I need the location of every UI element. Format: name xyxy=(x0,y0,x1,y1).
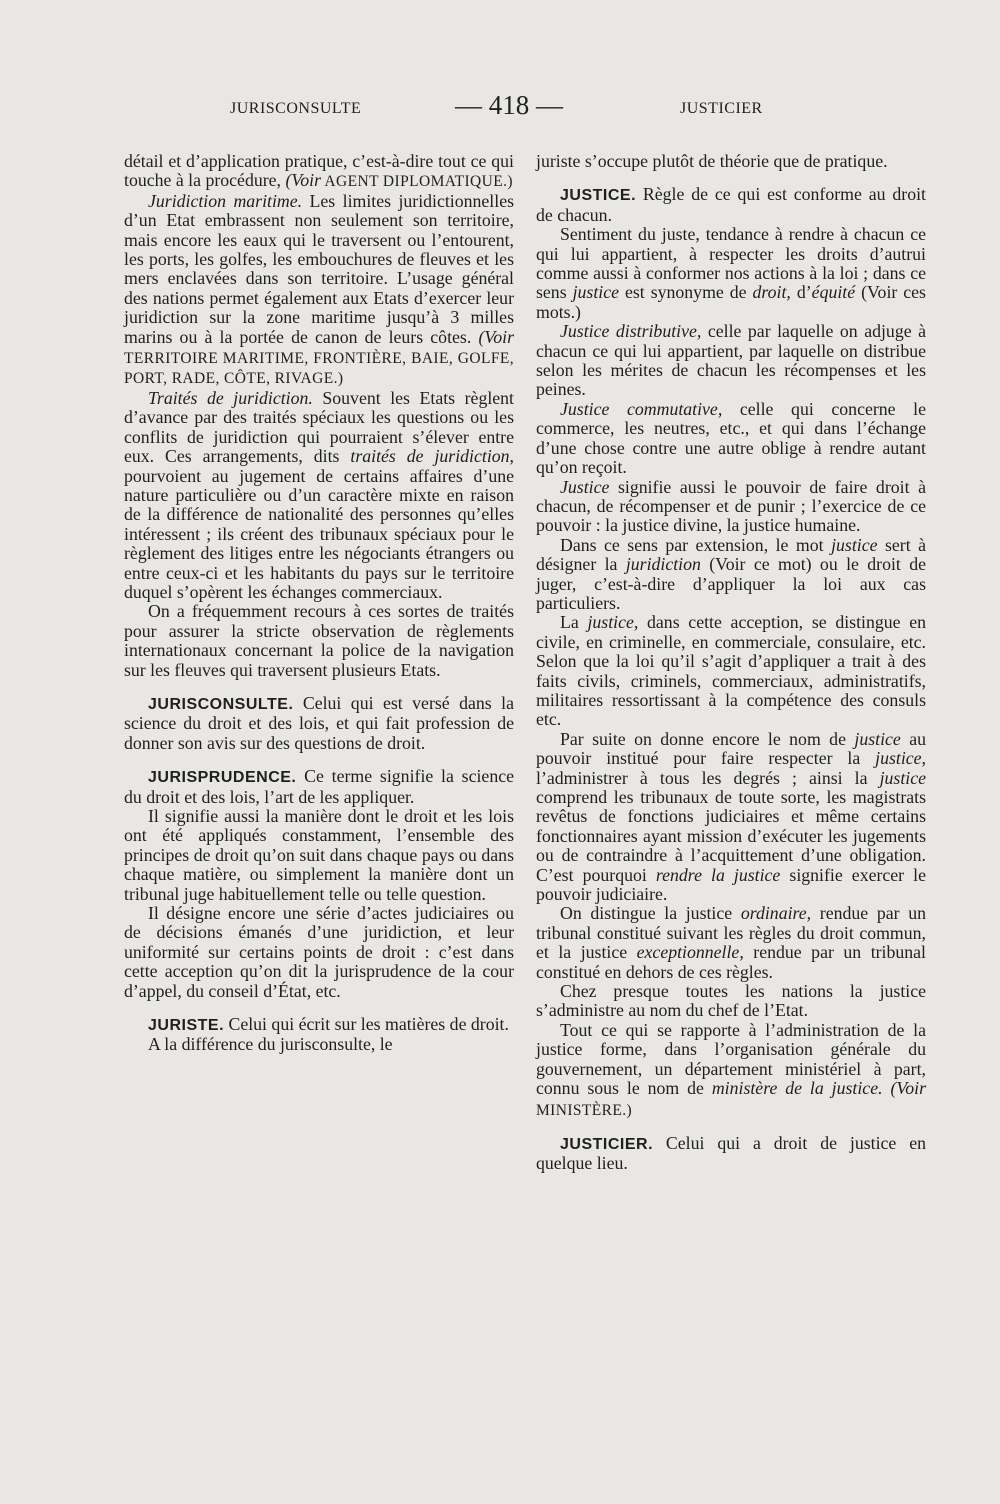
header-right-word: JUSTICIER xyxy=(680,100,763,117)
left-column xyxy=(124,152,514,1055)
text-run: Dans ce sens par extension, le mot xyxy=(560,534,832,555)
paragraph xyxy=(124,602,514,680)
italic-text: traités de juridiction, xyxy=(350,446,515,467)
italic-text: juridiction xyxy=(625,554,701,575)
text-run: comprend les tribunaux de toute sorte, les magistrats revêtus de fonctions judiciaires et même certains fonctionnaires ayant mission d’exécuter les jugements ou de contraindre à l’acquittement d’une obligation. C’est pourquoi xyxy=(536,787,926,885)
italic-text: justice xyxy=(572,282,620,303)
cross-reference: AGENT DIPLOMATIQUE.) xyxy=(321,173,513,191)
cross-reference: MINISTÈRE.) xyxy=(536,1101,633,1119)
text-run: Règle de ce qui est conforme au droit de chacun. xyxy=(536,184,926,225)
text-run: juriste s’occupe plutôt de théorie que de pratique. xyxy=(536,151,888,171)
text-run: A la différence du jurisconsulte, le xyxy=(148,1034,393,1055)
text-run: Souvent les Etats règlent d’avance par des traités spéciaux les questions ou les conflits de juridiction qui pourraient s’élever entre eux. Ces arrangements, dits xyxy=(124,387,514,467)
italic-text: justice xyxy=(831,534,878,555)
paragraph xyxy=(536,613,926,729)
paragraph xyxy=(536,1134,926,1174)
text-run: Chez presque toutes les nations la justice s’administre au nom du chef de l’Etat. xyxy=(536,981,926,1021)
cross-reference: TERRITOIRE MARITIME, FRONTIÈRE, BAIE, GOLFE, PORT, RADE, CÔTE, RIVAGE.) xyxy=(124,350,514,388)
paragraph xyxy=(124,389,514,602)
italic-text: justice xyxy=(854,728,901,749)
italic-text: équité xyxy=(811,282,856,303)
italic-text: ministère de la justice. xyxy=(711,1078,883,1099)
header-left-word: JURISCONSULTE xyxy=(230,100,362,117)
text-run: Il signifie aussi la manière dont le droit et les lois ont été appliqués constamment, l’ensemble des principes de droit qu’on suit dans chaque pays ou dans chaque matière, ou simplement la manière dont un tribunal juge habituellement telle ou telle question. xyxy=(124,806,514,904)
text-run: est synonyme de xyxy=(619,282,753,303)
italic-text: droit, xyxy=(752,282,791,303)
text-run: dans cette acception, se distingue en civile, en criminelle, en commerciale, consulaire, etc. Selon que la loi qu’il s’agit d’appliquer a trait à des faits civils, criminels, commerciaux, administratifs, militaires ressortissant à la compétence des consuls etc. xyxy=(536,612,926,730)
paragraph xyxy=(536,152,926,171)
entry-headword: JUSTICE. xyxy=(560,187,637,205)
text-run: Il désigne encore une série d’actes judiciaires ou de décisions émanés d’une juridiction, et leur uniformité sur certains points de droit : c’est dans cette acception qu’on dit la jurisprudence de la cour d’appel, du conseil d’État, etc. xyxy=(124,903,514,1001)
paragraph xyxy=(536,400,926,478)
paragraph xyxy=(536,730,926,905)
page-number: — 418 — xyxy=(455,90,563,120)
paragraph xyxy=(536,536,926,614)
text-run: On distingue la justice xyxy=(560,903,741,924)
paragraph xyxy=(536,904,926,982)
italic-text: Justice distributive, xyxy=(560,321,702,342)
paragraph xyxy=(124,904,514,1001)
text-run: Celui qui écrit sur les matières de droit. xyxy=(224,1014,509,1035)
text-run: l’administrer à tous les degrés ; ainsi la xyxy=(536,767,880,788)
paragraph xyxy=(536,478,926,536)
paragraph xyxy=(124,807,514,904)
italic-text: justice, xyxy=(875,748,926,769)
text-run: signifie aussi le pouvoir de faire droit à chacun, de récompenser et de punir ; l’exercice de ce pouvoir : la justice divine, la justice humaine. xyxy=(536,476,926,536)
text-run: Sentiment du juste, tendance à rendre à chacun ce qui lui appartient, à respecter les droits d’autrui comme aussi à conformer nos actions à la loi ; dans ce sens xyxy=(536,224,926,303)
text-run: (Voir ces mots.) xyxy=(536,282,926,322)
text-run: au pouvoir institué pour faire respecter la xyxy=(536,728,926,769)
paragraph xyxy=(124,192,514,389)
paragraph xyxy=(124,1035,514,1054)
text-run: d’ xyxy=(790,282,812,303)
italic-text: (Voir xyxy=(890,1078,926,1099)
italic-text: (Voir xyxy=(478,326,514,347)
paragraph xyxy=(124,767,514,807)
running-header xyxy=(120,90,780,126)
text-run: Celui qui est versé dans la science du droit et des lois, et qui fait profession de donner son avis sur des questions de droit. xyxy=(124,692,514,753)
text-run: rendue par un tribunal constitué suivant les règles du droit commun, et la justice xyxy=(536,903,926,963)
text-run: Par suite on donne encore le nom de xyxy=(560,728,855,749)
entry-headword: JURISPRUDENCE. xyxy=(148,769,297,787)
italic-text: Justice xyxy=(560,476,610,497)
text-run: détail et d’application pratique, c’est-à-dire tout ce qui touche à la procédure, xyxy=(124,151,514,191)
italic-text: Justice commutative, xyxy=(560,398,723,419)
italic-text: rendre la justice xyxy=(655,864,781,885)
italic-text: justice, xyxy=(587,612,639,633)
paragraph xyxy=(124,694,514,753)
italic-text: ordinaire, xyxy=(740,903,812,924)
text-run: Celui qui a droit de justice en quelque lieu. xyxy=(536,1132,926,1174)
text-run: On a fréquemment recours à ces sortes de traités pour assurer la stricte observation de règlements internationaux concernant la police de la navigation sur les fleuves qui traversent plusieurs Etats. xyxy=(124,601,514,680)
paragraph xyxy=(124,1015,514,1035)
text-run: La xyxy=(560,612,588,633)
text-run: rendue par un tribunal constitué en dehors de ces règles. xyxy=(536,942,927,982)
text-run: (Voir ce mot) ou le droit de juger, c’est-à-dire d’appliquer la loi aux cas particuliers. xyxy=(536,554,927,613)
paragraph xyxy=(536,225,926,322)
text-run: celle par laquelle on adjuge à chacun ce qui lui appartient, par laquelle on distribue selon les mérites de chacun les récompenses et les peines. xyxy=(536,321,926,400)
text-run: Tout ce qui se rapporte à l’administration de la justice forme, dans l’organisation générale du gouvernement, un département ministériel à part, connu sous le nom de xyxy=(536,1019,926,1099)
italic-text: justice xyxy=(879,767,926,788)
entry-headword: JURISTE. xyxy=(148,1017,225,1035)
italic-text: (Voir xyxy=(285,170,321,191)
paragraph xyxy=(124,152,514,192)
italic-text: exceptionnelle, xyxy=(636,942,744,963)
entry-headword: JUSTICIER. xyxy=(560,1135,654,1153)
text-run: signifie exercer le pouvoir judiciaire. xyxy=(536,864,926,905)
paragraph xyxy=(536,185,926,225)
entry-headword: JURISCONSULTE. xyxy=(148,695,294,713)
paragraph xyxy=(536,322,926,400)
text-run: sert à désigner la xyxy=(536,534,926,575)
right-column xyxy=(536,152,926,1174)
text-run: Ce terme signifie la science du droit et des lois, l’art de les appliquer. xyxy=(124,766,514,807)
italic-text: Traités de juridiction. xyxy=(148,387,313,408)
paragraph xyxy=(536,1021,926,1120)
text-run: celle qui concerne le commerce, les neutres, etc., et qui dans l’échange d’une chose contre une autre oblige à rendre autant qu’on reçoit. xyxy=(536,398,926,478)
paragraph xyxy=(536,982,926,1021)
text-run: Les limites juridictionnelles d’un Etat embrassent non seulement son territoire, mais encore les eaux qui le traversent ou l’entourent, les ports, les golfes, les embouchures de fleuves et les mers enclavées dans son territoire. L’usage général des nations permet également aux Etats d’exercer leur juridiction sur la zone maritime jusqu’à 3 milles marins ou à la portée de canon de leurs côtes. xyxy=(124,190,515,347)
text-run: pourvoient au jugement de certains affaires d’une nature particulière ou d’un caractère mixte en raison de la différence de nationalité des personnes qu’elles intéressent ; ils créent des tribunaux spéciaux pour le règlement des litiges entre les négociants étrangers ou entre ceux-ci et les habitants du pays sur le territoire duquel s’opèrent les échanges commerciaux. xyxy=(124,465,514,602)
italic-text: Juridiction maritime. xyxy=(148,190,303,211)
